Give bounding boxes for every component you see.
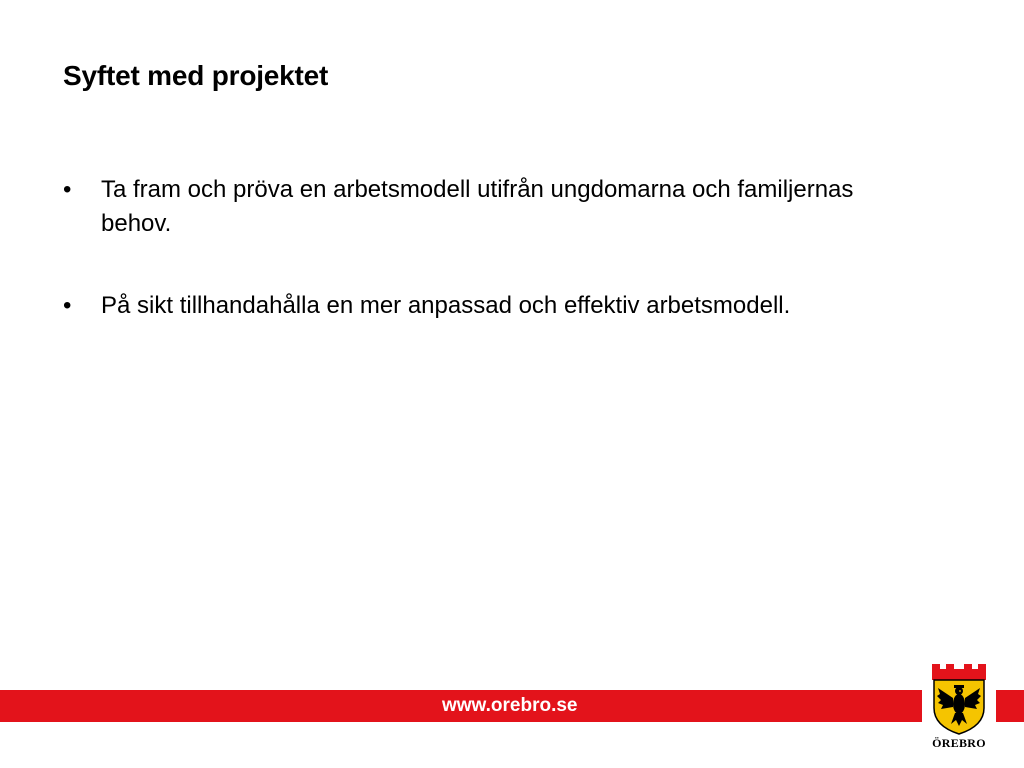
orebro-logo [922,662,996,762]
bullet-list [63,173,883,371]
footer-url-link[interactable]: www.orebro.se [442,695,578,716]
slide-title: Syftet med projektet [63,60,329,91]
bullet-item [63,173,883,241]
coat-of-arms-icon [930,662,988,736]
logo-wordmark: ÖREBRO [932,736,986,750]
bullet-marker: • [63,176,72,203]
bullet-item [63,289,883,323]
footer-bar [0,690,1024,722]
bullet-text: Ta fram och pröva en arbetsmodell utifrån ungdomarna och familjernas behov. [101,176,854,237]
bullet-text: På sikt tillhandahålla en mer anpassad och effektiv arbetsmodell. [101,292,791,319]
bullet-marker: • [63,292,72,319]
